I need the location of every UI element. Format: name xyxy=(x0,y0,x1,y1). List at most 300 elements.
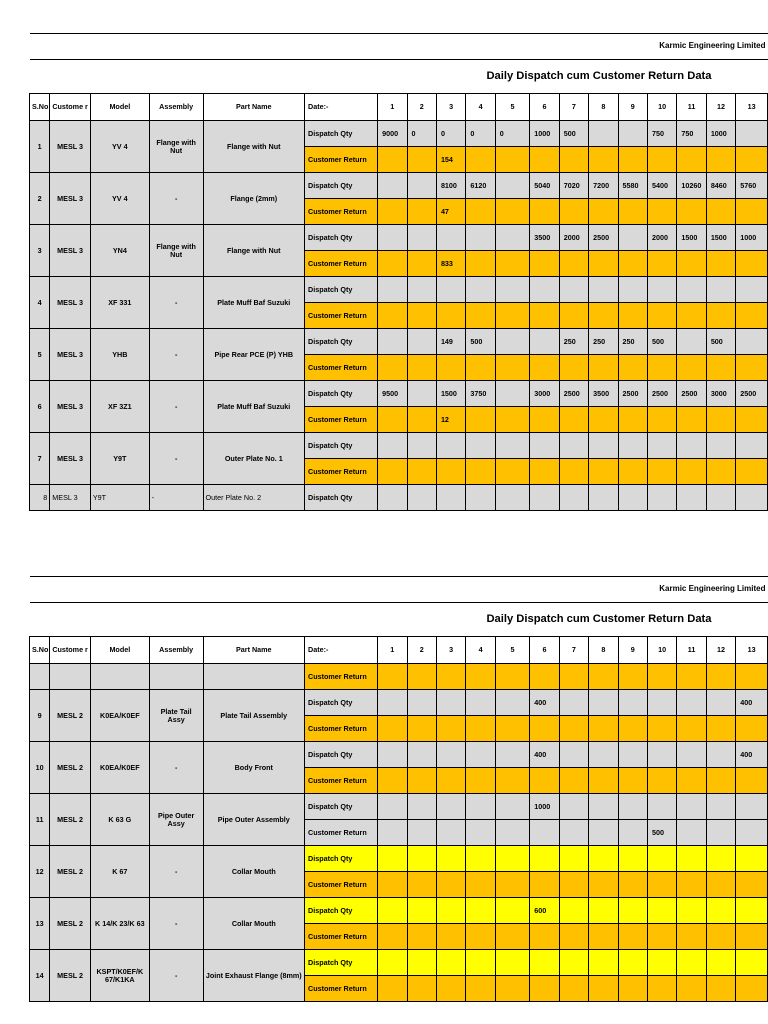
return-cell xyxy=(495,147,530,173)
dispatch-cell xyxy=(736,485,768,511)
assembly-cell: Pipe Outer Assy xyxy=(149,794,203,846)
table-row xyxy=(30,742,768,768)
return-cell xyxy=(647,251,676,277)
row-type-label: Customer Return xyxy=(305,664,378,690)
dispatch-cell xyxy=(378,433,407,459)
dispatch-cell xyxy=(436,277,465,303)
return-cell xyxy=(706,303,735,329)
return-cell xyxy=(559,147,588,173)
header-row xyxy=(30,94,768,121)
dispatch-cell xyxy=(495,485,530,511)
row-type-label: Customer Return xyxy=(305,924,378,950)
return-cell xyxy=(407,976,436,1002)
model-cell: YV 4 xyxy=(90,121,149,173)
customer-cell: MESL 2 xyxy=(50,742,91,794)
empty-cell xyxy=(30,664,50,690)
return-cell xyxy=(378,924,407,950)
part-name-cell: Flange (2mm) xyxy=(203,173,304,225)
dispatch-cell xyxy=(495,433,530,459)
dispatch-cell xyxy=(618,277,647,303)
dispatch-cell: 8100 xyxy=(436,173,465,199)
return-cell xyxy=(706,768,735,794)
row-type-label: Dispatch Qty xyxy=(305,846,378,872)
dispatch-cell xyxy=(618,225,647,251)
dispatch-cell xyxy=(530,846,559,872)
return-cell xyxy=(706,459,735,485)
sno-cell: 2 xyxy=(30,173,50,225)
sno-cell: 3 xyxy=(30,225,50,277)
dispatch-cell xyxy=(378,225,407,251)
part-name-cell: Pipe Rear PCE (P) YHB xyxy=(203,329,304,381)
return-cell xyxy=(736,147,768,173)
company-row xyxy=(30,34,768,60)
return-cell xyxy=(466,924,495,950)
dispatch-cell xyxy=(407,690,436,716)
return-cell xyxy=(495,716,530,742)
return-cell xyxy=(530,924,559,950)
dispatch-cell: 1000 xyxy=(530,121,559,147)
part-name-cell: Plate Muff Baf Suzuki xyxy=(203,277,304,329)
dispatch-cell xyxy=(378,794,407,820)
return-cell xyxy=(589,407,618,433)
return-cell xyxy=(530,459,559,485)
return-cell xyxy=(407,251,436,277)
table-row xyxy=(30,225,768,251)
dispatch-cell: 5400 xyxy=(647,173,676,199)
dispatch-cell xyxy=(647,690,676,716)
assembly-cell: - xyxy=(149,381,203,433)
sno-cell: 4 xyxy=(30,277,50,329)
return-cell: 500 xyxy=(647,820,676,846)
dispatch-cell: 0 xyxy=(466,121,495,147)
model-cell: K0EA/K0EF xyxy=(90,742,149,794)
dispatch-cell xyxy=(466,433,495,459)
dispatch-cell xyxy=(436,225,465,251)
return-cell xyxy=(530,407,559,433)
return-cell xyxy=(466,251,495,277)
return-cell xyxy=(677,924,706,950)
return-cell xyxy=(706,199,735,225)
dispatch-cell: 2500 xyxy=(589,225,618,251)
row-type-label: Dispatch Qty xyxy=(305,742,378,768)
dispatch-cell: 3000 xyxy=(706,381,735,407)
return-cell xyxy=(407,407,436,433)
table-row xyxy=(30,846,768,872)
return-cell xyxy=(647,199,676,225)
sno-cell: 14 xyxy=(30,950,50,1002)
return-cell xyxy=(589,976,618,1002)
return-cell xyxy=(618,820,647,846)
return-cell xyxy=(736,820,768,846)
return-cell xyxy=(589,872,618,898)
title-row xyxy=(30,603,768,637)
dispatch-cell xyxy=(466,690,495,716)
dispatch-cell: 1500 xyxy=(436,381,465,407)
return-cell xyxy=(618,303,647,329)
empty-cell xyxy=(50,664,91,690)
row-type-label: Dispatch Qty xyxy=(305,225,378,251)
model-cell: K 63 G xyxy=(90,794,149,846)
dispatch-cell xyxy=(559,433,588,459)
return-cell xyxy=(736,199,768,225)
dispatch-cell xyxy=(466,794,495,820)
empty-cell xyxy=(203,664,304,690)
part-name-cell: Body Front xyxy=(203,742,304,794)
dispatch-cell xyxy=(647,846,676,872)
dispatch-cell: 500 xyxy=(559,121,588,147)
customer-cell: MESL 3 xyxy=(50,329,91,381)
row-type-label: Dispatch Qty xyxy=(305,381,378,407)
dispatch-cell: 500 xyxy=(706,329,735,355)
customer-header: Custome r xyxy=(50,637,91,664)
sno-cell: 11 xyxy=(30,794,50,846)
customer-cell: MESL 2 xyxy=(50,846,91,898)
return-cell xyxy=(378,147,407,173)
dispatch-cell: 750 xyxy=(677,121,706,147)
model-cell: XF 331 xyxy=(90,277,149,329)
return-cell xyxy=(589,251,618,277)
return-cell xyxy=(736,976,768,1002)
dispatch-cell xyxy=(589,485,618,511)
dispatch-cell xyxy=(378,173,407,199)
dispatch-cell xyxy=(407,950,436,976)
return-cell xyxy=(495,976,530,1002)
date-header-6: 6 xyxy=(530,94,559,121)
return-cell xyxy=(466,976,495,1002)
return-cell xyxy=(530,303,559,329)
dispatch-cell xyxy=(495,950,530,976)
return-cell xyxy=(618,459,647,485)
table-row xyxy=(30,794,768,820)
return-cell xyxy=(589,924,618,950)
date-header-4: 4 xyxy=(466,637,495,664)
customer-cell: MESL 2 xyxy=(50,690,91,742)
return-cell xyxy=(466,147,495,173)
dispatch-cell xyxy=(677,277,706,303)
return-cell xyxy=(495,872,530,898)
dispatch-cell: 2500 xyxy=(559,381,588,407)
return-cell xyxy=(589,355,618,381)
dispatch-cell xyxy=(589,898,618,924)
dispatch-cell xyxy=(495,690,530,716)
header-row xyxy=(30,637,768,664)
dispatch-cell xyxy=(378,742,407,768)
date-header-10: 10 xyxy=(647,637,676,664)
customer-cell: MESL 3 xyxy=(50,121,91,173)
dispatch-cell xyxy=(589,433,618,459)
model-cell: K 67 xyxy=(90,846,149,898)
dispatch-cell: 250 xyxy=(559,329,588,355)
return-cell xyxy=(436,820,465,846)
model-cell: YN4 xyxy=(90,225,149,277)
row-type-label: Customer Return xyxy=(305,820,378,846)
model-header: Model xyxy=(90,94,149,121)
model-cell: Y9T xyxy=(90,433,149,485)
return-cell xyxy=(378,407,407,433)
dispatch-cell xyxy=(706,898,735,924)
dispatch-cell: 7020 xyxy=(559,173,588,199)
dispatch-cell: 0 xyxy=(436,121,465,147)
customer-cell: MESL 3 xyxy=(50,173,91,225)
dispatch-cell: 3500 xyxy=(530,225,559,251)
dispatch-cell xyxy=(495,225,530,251)
dispatch-cell xyxy=(589,794,618,820)
return-cell xyxy=(466,820,495,846)
return-cell xyxy=(618,147,647,173)
sno-cell: 7 xyxy=(30,433,50,485)
dispatch-cell xyxy=(378,277,407,303)
table-row xyxy=(30,950,768,976)
report-page-2 xyxy=(29,576,768,1002)
row-type-label: Dispatch Qty xyxy=(305,173,378,199)
date-header-2: 2 xyxy=(407,94,436,121)
return-cell xyxy=(495,407,530,433)
part-name-cell: Flange with Nut xyxy=(203,121,304,173)
table-row xyxy=(30,433,768,459)
dispatch-cell xyxy=(436,950,465,976)
date-header-3: 3 xyxy=(436,637,465,664)
customer-cell: MESL 3 xyxy=(50,433,91,485)
return-cell xyxy=(618,768,647,794)
dispatch-cell xyxy=(706,794,735,820)
dispatch-cell xyxy=(677,433,706,459)
dispatch-cell xyxy=(589,690,618,716)
dispatch-cell xyxy=(436,898,465,924)
return-cell xyxy=(677,199,706,225)
return-cell xyxy=(677,872,706,898)
dispatch-cell xyxy=(706,690,735,716)
return-cell xyxy=(559,303,588,329)
row-type-label: Dispatch Qty xyxy=(305,794,378,820)
dispatch-table-2 xyxy=(29,576,768,1002)
row-type-label: Dispatch Qty xyxy=(305,690,378,716)
dispatch-table-1 xyxy=(29,33,768,511)
table-row xyxy=(30,121,768,147)
assembly-cell: - xyxy=(149,173,203,225)
return-cell xyxy=(530,355,559,381)
return-cell xyxy=(495,924,530,950)
return-cell xyxy=(677,664,706,690)
return-cell xyxy=(530,147,559,173)
assembly-cell: - xyxy=(149,846,203,898)
return-cell xyxy=(647,976,676,1002)
customer-cell: MESL 2 xyxy=(50,794,91,846)
sno-cell: 8 xyxy=(30,485,50,511)
date-header-3: 3 xyxy=(436,94,465,121)
date-header-12: 12 xyxy=(706,94,735,121)
dispatch-cell xyxy=(407,277,436,303)
return-cell xyxy=(647,872,676,898)
return-cell xyxy=(530,664,559,690)
dispatch-cell xyxy=(559,846,588,872)
dispatch-cell xyxy=(466,742,495,768)
dispatch-cell xyxy=(559,277,588,303)
dispatch-cell: 149 xyxy=(436,329,465,355)
dispatch-cell xyxy=(378,846,407,872)
return-cell xyxy=(559,199,588,225)
row-type-label: Customer Return xyxy=(305,976,378,1002)
return-cell xyxy=(436,303,465,329)
return-cell xyxy=(495,768,530,794)
row-type-label: Customer Return xyxy=(305,251,378,277)
dispatch-cell xyxy=(736,794,768,820)
return-cell xyxy=(736,459,768,485)
return-cell xyxy=(618,924,647,950)
row-type-label: Customer Return xyxy=(305,716,378,742)
sno-header: S.No xyxy=(30,637,50,664)
dispatch-cell xyxy=(378,329,407,355)
dispatch-cell xyxy=(407,173,436,199)
return-cell xyxy=(436,716,465,742)
return-cell xyxy=(466,303,495,329)
return-cell xyxy=(677,355,706,381)
dispatch-cell xyxy=(495,846,530,872)
model-cell: YV 4 xyxy=(90,173,149,225)
return-cell xyxy=(378,716,407,742)
return-cell xyxy=(618,872,647,898)
return-cell xyxy=(436,459,465,485)
return-cell xyxy=(589,768,618,794)
dispatch-cell: 0 xyxy=(495,121,530,147)
dispatch-cell xyxy=(559,898,588,924)
return-cell xyxy=(559,872,588,898)
return-cell xyxy=(706,664,735,690)
date-header-1: 1 xyxy=(378,94,407,121)
date-header-8: 8 xyxy=(589,94,618,121)
dispatch-cell xyxy=(378,485,407,511)
dispatch-cell xyxy=(677,794,706,820)
dispatch-cell xyxy=(407,433,436,459)
return-cell xyxy=(495,459,530,485)
dispatch-cell xyxy=(436,433,465,459)
dispatch-cell: 9500 xyxy=(378,381,407,407)
return-cell xyxy=(736,303,768,329)
return-cell xyxy=(677,147,706,173)
dispatch-cell xyxy=(677,329,706,355)
return-cell xyxy=(407,355,436,381)
return-cell xyxy=(466,407,495,433)
assembly-cell: - xyxy=(149,742,203,794)
part-name-cell: Outer Plate No. 1 xyxy=(203,433,304,485)
dispatch-cell: 2500 xyxy=(647,381,676,407)
dispatch-cell xyxy=(736,121,768,147)
dispatch-cell xyxy=(589,742,618,768)
dispatch-cell xyxy=(706,433,735,459)
dispatch-cell xyxy=(436,846,465,872)
date-header-2: 2 xyxy=(407,637,436,664)
return-cell xyxy=(530,768,559,794)
dispatch-cell xyxy=(530,277,559,303)
return-cell xyxy=(677,976,706,1002)
customer-cell: MESL 3 xyxy=(50,225,91,277)
return-cell xyxy=(407,872,436,898)
part-name-cell: Plate Muff Baf Suzuki xyxy=(203,381,304,433)
return-cell xyxy=(589,820,618,846)
return-cell xyxy=(589,716,618,742)
dispatch-cell xyxy=(495,794,530,820)
part-name-cell: Pipe Outer Assembly xyxy=(203,794,304,846)
return-cell: 154 xyxy=(436,147,465,173)
row-type-label: Customer Return xyxy=(305,303,378,329)
return-cell xyxy=(378,664,407,690)
dispatch-cell: 750 xyxy=(647,121,676,147)
return-cell xyxy=(736,407,768,433)
dispatch-cell: 3750 xyxy=(466,381,495,407)
dispatch-cell xyxy=(677,950,706,976)
date-header: Date:- xyxy=(305,94,378,121)
date-header-4: 4 xyxy=(466,94,495,121)
date-header-9: 9 xyxy=(618,94,647,121)
return-cell xyxy=(466,199,495,225)
dispatch-cell: 2000 xyxy=(559,225,588,251)
date-header-11: 11 xyxy=(677,94,706,121)
report-title: Daily Dispatch cum Customer Return Data xyxy=(30,60,768,94)
dispatch-cell xyxy=(589,277,618,303)
dispatch-cell xyxy=(436,485,465,511)
row-type-label: Customer Return xyxy=(305,355,378,381)
return-cell xyxy=(378,303,407,329)
dispatch-cell xyxy=(736,329,768,355)
customer-cell: MESL 3 xyxy=(50,277,91,329)
row-type-label: Dispatch Qty xyxy=(305,485,378,511)
return-cell: 833 xyxy=(436,251,465,277)
dispatch-cell xyxy=(466,846,495,872)
dispatch-cell xyxy=(495,898,530,924)
model-cell: K0EA/K0EF xyxy=(90,690,149,742)
return-cell xyxy=(466,768,495,794)
dispatch-cell xyxy=(589,950,618,976)
sno-cell: 6 xyxy=(30,381,50,433)
return-cell xyxy=(407,924,436,950)
return-cell xyxy=(378,872,407,898)
return-cell xyxy=(466,355,495,381)
return-cell xyxy=(677,303,706,329)
dispatch-cell xyxy=(559,950,588,976)
return-cell xyxy=(677,768,706,794)
return-cell xyxy=(407,664,436,690)
dispatch-cell xyxy=(647,742,676,768)
dispatch-cell xyxy=(466,485,495,511)
dispatch-cell xyxy=(407,742,436,768)
assembly-cell: - xyxy=(149,950,203,1002)
table-body-2 xyxy=(30,577,768,1002)
dispatch-cell xyxy=(530,433,559,459)
dispatch-cell: 5760 xyxy=(736,173,768,199)
dispatch-cell xyxy=(736,433,768,459)
part-name-cell: Collar Mouth xyxy=(203,846,304,898)
return-cell xyxy=(559,459,588,485)
return-cell xyxy=(466,716,495,742)
dispatch-cell: 0 xyxy=(407,121,436,147)
return-cell xyxy=(378,976,407,1002)
return-cell xyxy=(736,664,768,690)
title-row xyxy=(30,60,768,94)
date-header-10: 10 xyxy=(647,94,676,121)
assembly-cell: - xyxy=(149,433,203,485)
return-cell xyxy=(647,407,676,433)
dispatch-cell xyxy=(618,485,647,511)
part-name-header: Part Name xyxy=(203,637,304,664)
return-cell xyxy=(559,355,588,381)
date-header-13: 13 xyxy=(736,94,768,121)
dispatch-cell xyxy=(407,898,436,924)
return-cell xyxy=(559,768,588,794)
return-cell xyxy=(647,459,676,485)
date-header-12: 12 xyxy=(706,637,735,664)
row-type-label: Dispatch Qty xyxy=(305,121,378,147)
assembly-cell: Flange with Nut xyxy=(149,225,203,277)
dispatch-cell: 2500 xyxy=(736,381,768,407)
